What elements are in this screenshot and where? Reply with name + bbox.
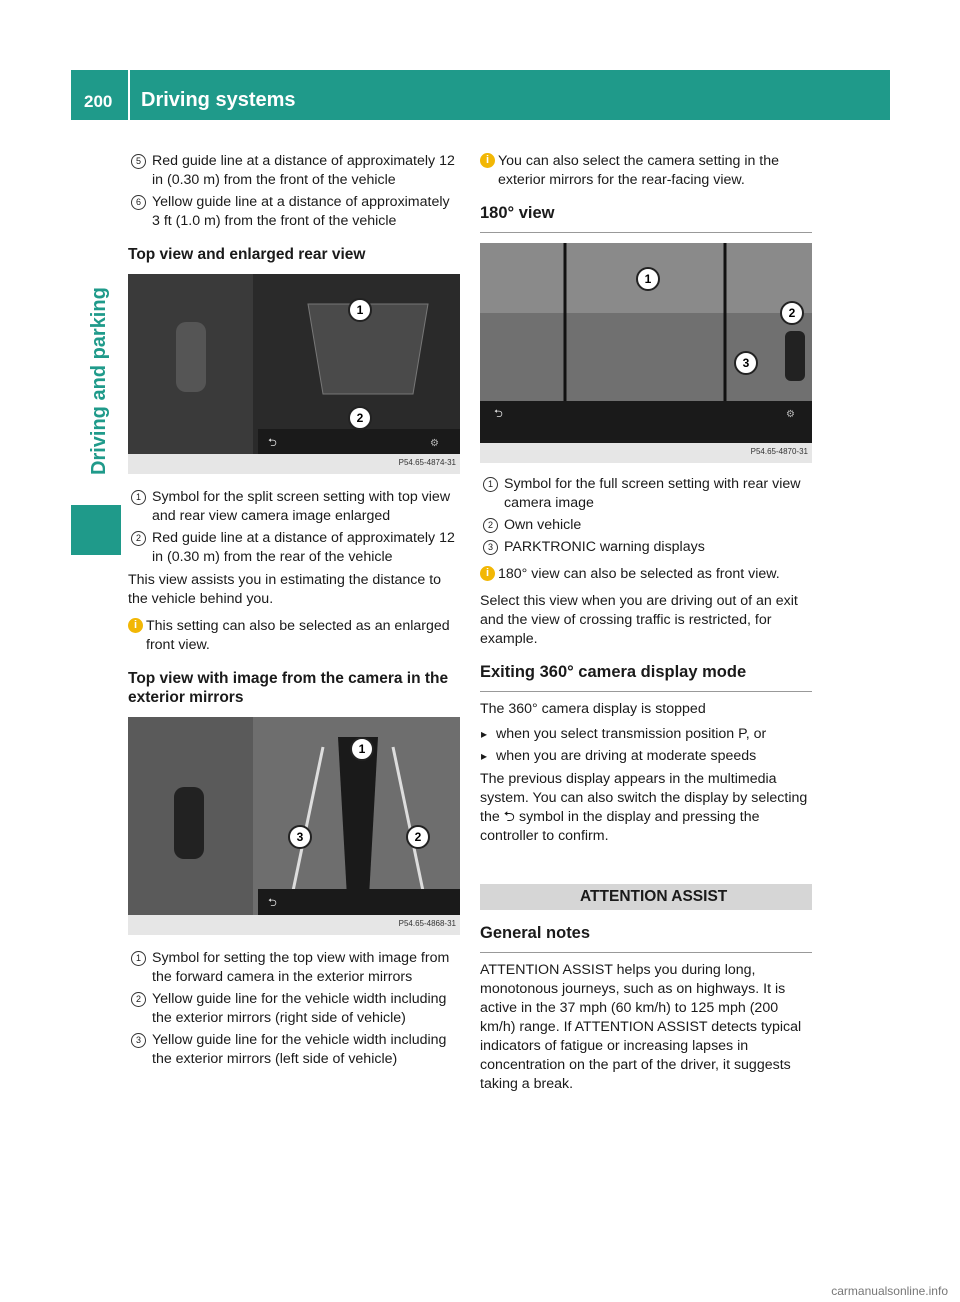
section-heading-general: General notes (480, 924, 812, 953)
callout-3: 3 (288, 825, 312, 849)
list-item: 2 Own vehicle (480, 516, 812, 535)
info-note: i This setting can also be selected as an enlarged front view. (128, 617, 460, 655)
section-heading: Top view and enlarged rear view (128, 246, 366, 263)
callout-1: 1 (350, 737, 374, 761)
list-item: 1 Symbol for the full screen setting with rear view camera image (480, 475, 812, 513)
chapter-title: Driving systems (141, 89, 296, 111)
list-item: 6 Yellow guide line at a distance of approximately 3 ft (1.0 m) from the front of the vehicle (128, 193, 460, 231)
section-bar-attention-assist: ATTENTION ASSIST (480, 884, 812, 910)
info-icon: i (480, 153, 495, 168)
callout-2: 2 (348, 406, 372, 430)
marker-1: 1 (131, 490, 146, 505)
figure-code: P54.65-4874-31 (398, 458, 456, 467)
section-heading-180: 180° view (480, 204, 812, 233)
side-section-label: Driving and parking (88, 287, 110, 475)
marker-3: 3 (131, 1033, 146, 1048)
list-item: 2 Red guide line at a distance of approximately 12 in (0.30 m) from the rear of the vehicle (128, 529, 460, 567)
figure-top-view-mirrors (128, 717, 460, 935)
list-item: 1 Symbol for the split screen setting with top view and rear view camera image enlarged (128, 488, 460, 526)
svg-text:⮌: ⮌ (268, 436, 277, 449)
figure-code: P54.65-4868-31 (398, 919, 456, 928)
list-item: 2 Yellow guide line for the vehicle width including the exterior mirrors (right side of vehicle) (128, 990, 460, 1028)
list-item: 1 Symbol for setting the top view with image from the forward camera in the exterior mirrors (128, 949, 460, 987)
callout-1: 1 (636, 267, 660, 291)
svg-text:⚙: ⚙ (786, 409, 795, 420)
callout-2: 2 (406, 825, 430, 849)
callout-2: 2 (780, 301, 804, 325)
paragraph: ATTENTION ASSIST helps you during long, monotonous journeys, such as on highways. It is active in the 37 mph (60 km/h) to 125 mph (200 km/h) range. If ATTENTION ASSIST detects typical indicators of fatigue or increasing lapses in concentration on the part of the driver, it suggests taking a break. (480, 962, 802, 1092)
svg-text:⮌: ⮌ (494, 407, 503, 420)
marker-2: 2 (131, 992, 146, 1007)
info-icon: i (128, 618, 143, 633)
paragraph: The previous display appears in the multimedia system. You can also switch the display by selecting the ⮌ symbol in the display and pressing the controller to confirm. (480, 771, 808, 844)
paragraph: Select this view when you are driving out of an exit and the view of crossing traffic is restricted, for example. (480, 593, 798, 647)
list-item: 5 Red guide line at a distance of approximately 12 in (0.30 m) from the front of the vehicle (128, 152, 460, 190)
left-column (128, 152, 460, 1072)
section-heading-exit: Exiting 360° camera display mode (480, 663, 812, 692)
paragraph: This view assists you in estimating the distance to the vehicle behind you. (128, 572, 442, 607)
section-heading: Top view with image from the camera in the exterior mirrors (128, 670, 449, 706)
page-number: 200 (84, 92, 113, 111)
figure-code: P54.65-4870-31 (750, 447, 808, 456)
list-item: 3 Yellow guide line for the vehicle width including the exterior mirrors (left side of vehicle) (128, 1031, 460, 1069)
bullet-item: ▸ when you are driving at moderate speeds (480, 747, 812, 766)
svg-text:⮌: ⮌ (268, 896, 277, 909)
marker-1: 1 (483, 477, 498, 492)
marker-3: 3 (483, 540, 498, 555)
side-tab-block (71, 505, 121, 555)
list-item: 3 PARKTRONIC warning displays (480, 538, 812, 557)
figure-top-view-rear (128, 274, 460, 474)
camera-image (128, 274, 460, 454)
callout-3: 3 (734, 351, 758, 375)
header-divider (128, 70, 130, 120)
figure-180-view (480, 243, 812, 463)
right-column (480, 152, 812, 1100)
info-icon: i (480, 566, 495, 581)
svg-text:⚙: ⚙ (430, 438, 439, 449)
camera-image (128, 717, 460, 915)
paragraph: The 360° camera display is stopped (480, 701, 706, 717)
callout-1: 1 (348, 298, 372, 322)
page-header (71, 70, 890, 120)
info-note: i You can also select the camera setting in the exterior mirrors for the rear-facing view. (480, 152, 812, 190)
marker-2: 2 (483, 518, 498, 533)
marker-1: 1 (131, 951, 146, 966)
marker-6: 6 (131, 195, 146, 210)
marker-2: 2 (131, 531, 146, 546)
bullet-item: ▸ when you select transmission position P, or (480, 725, 812, 744)
info-note: i 180° view can also be selected as front view. (480, 565, 812, 584)
marker-5: 5 (131, 154, 146, 169)
watermark: carmanualsonline.info (831, 1284, 948, 1298)
